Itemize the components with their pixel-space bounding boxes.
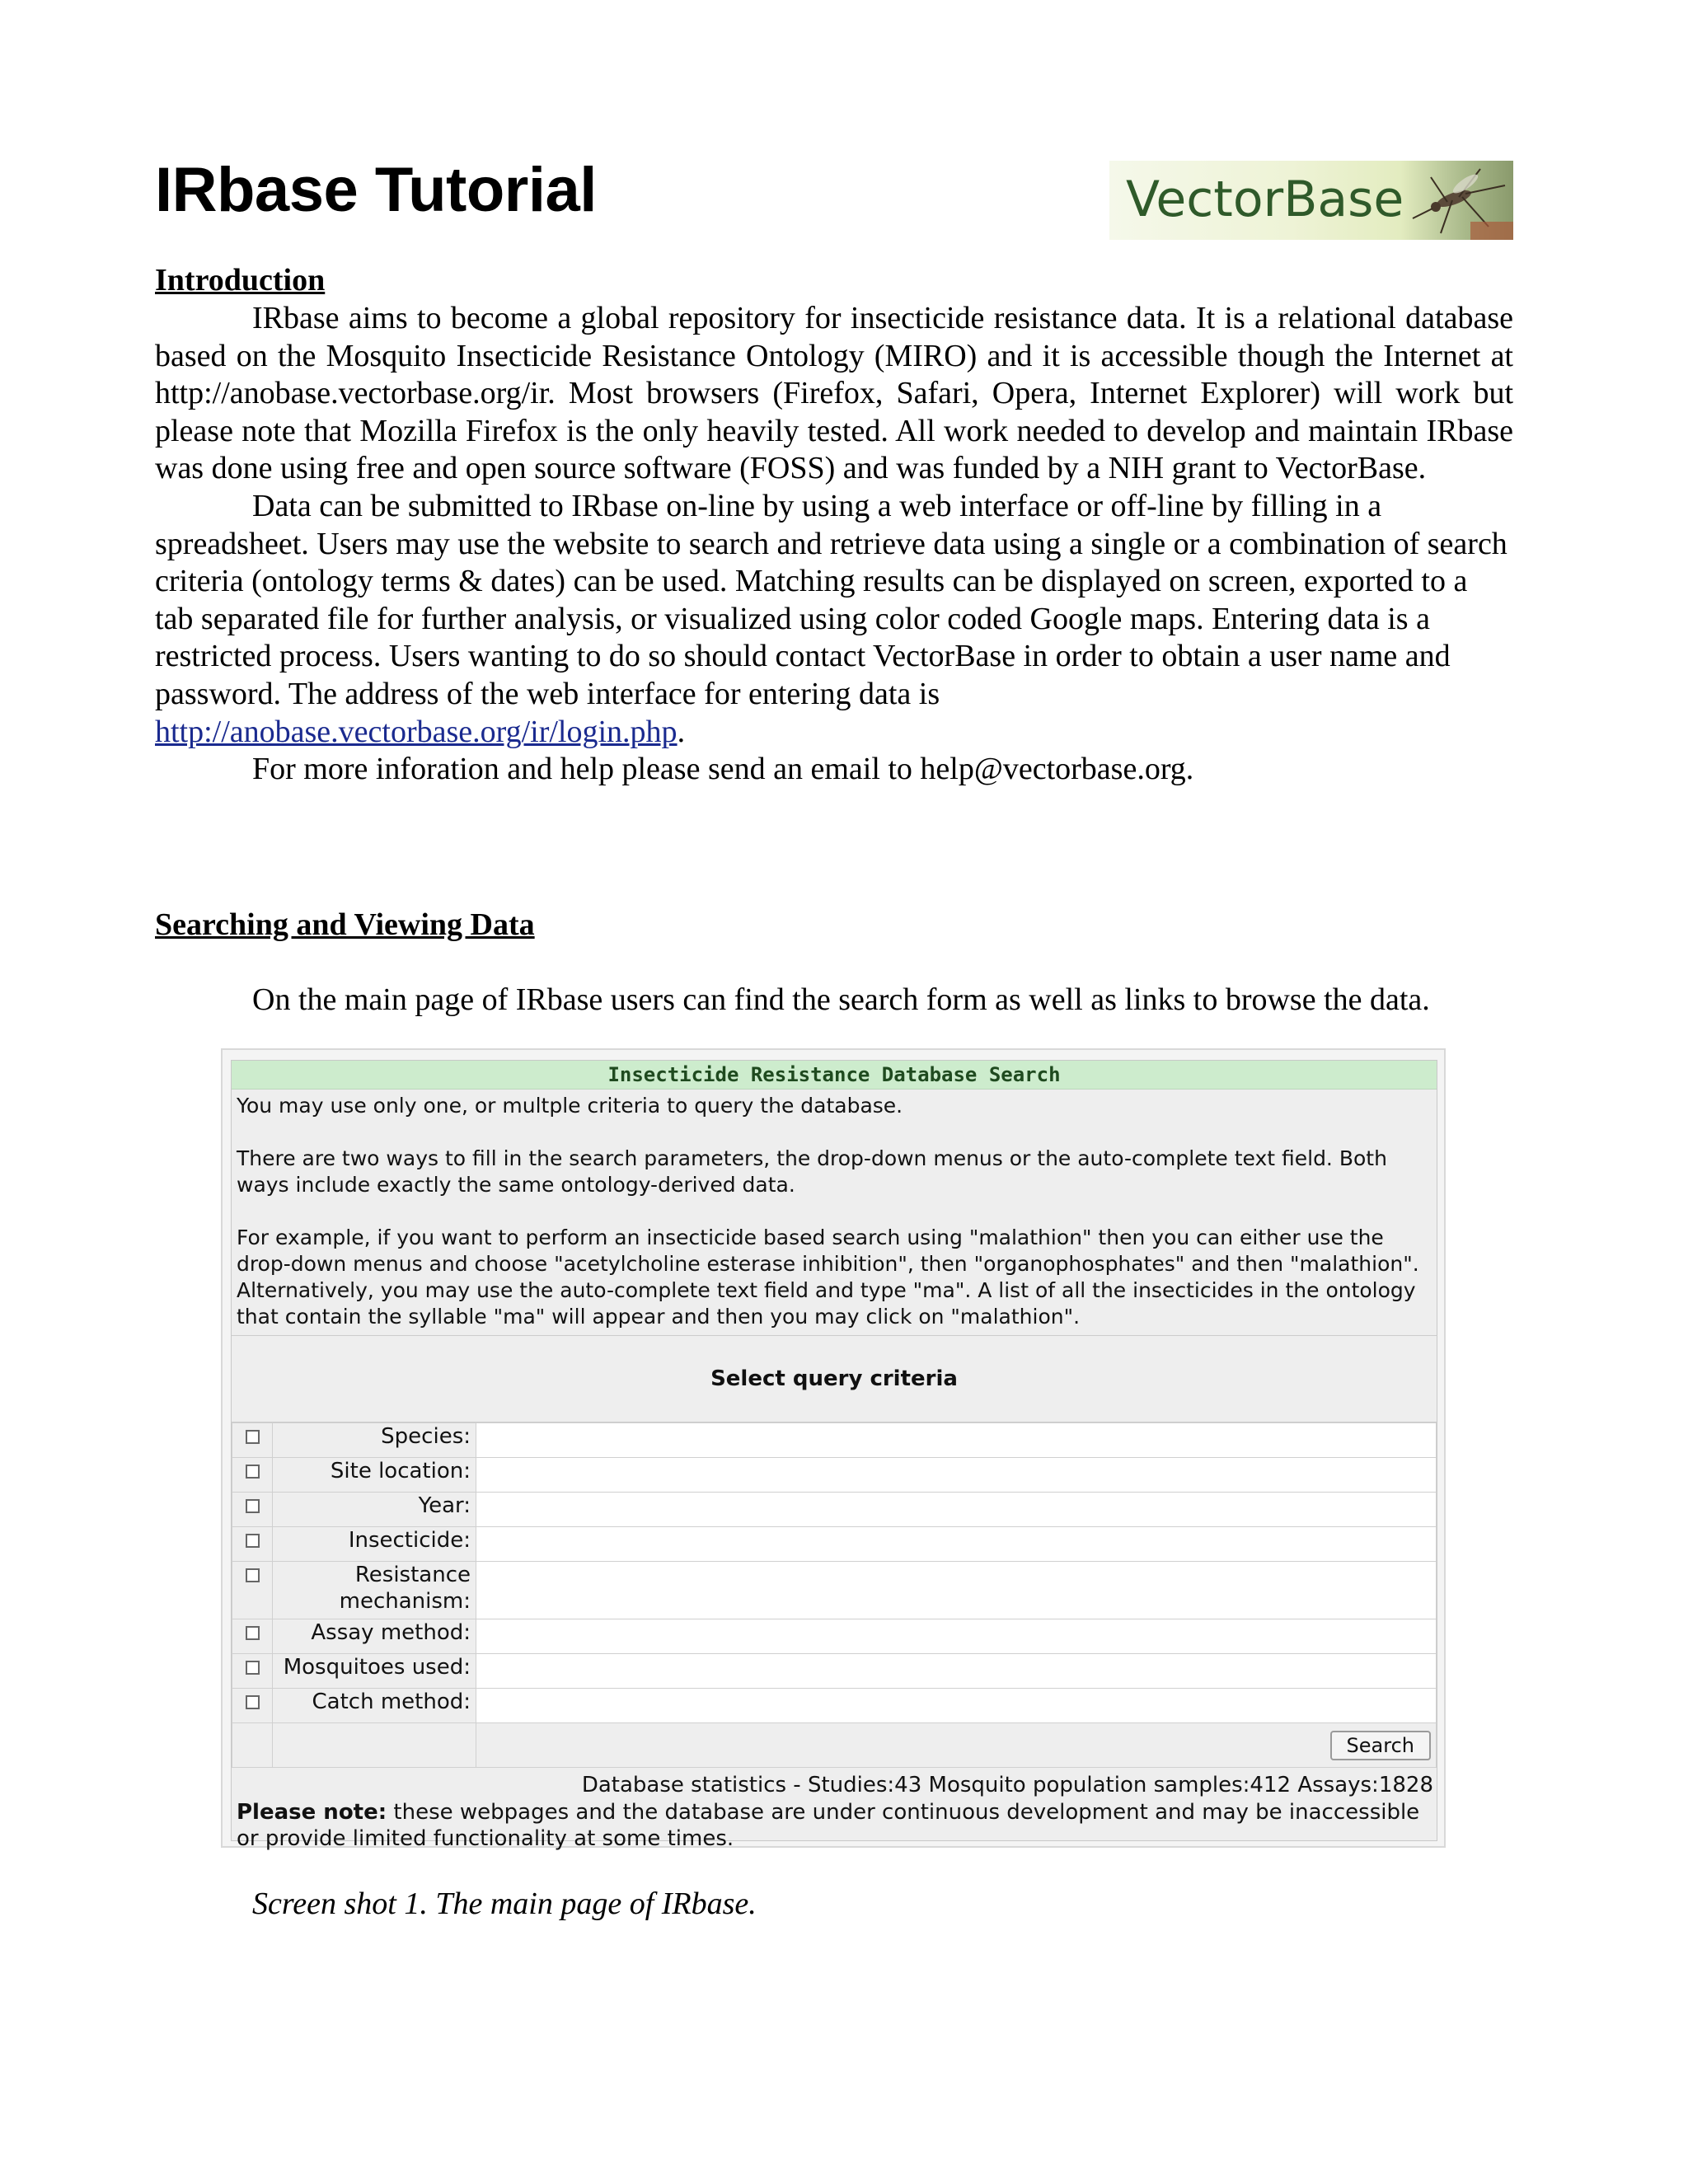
intro-paragraph-1: IRbase aims to become a global repository for insecticide resistance data. It is a relational database based on the Mosquito Insecticide Resistance Ontology (MIRO) and it is accessible though the Internet at http://anobase.vectorbase.org/ir. Most browsers (Firefox, Safari, Opera, Internet Explorer) will work but please note that Mozilla Firefox is the only heavily tested. All work needed to develop and maintain IRbase was done using free and open source software (FOSS) and was funded by a NIH grant to VectorBase. <box>155 301 1513 486</box>
insecticide-field[interactable] <box>476 1527 1437 1562</box>
searching-body <box>155 982 1513 1019</box>
logo-text: VectorBase <box>1126 171 1404 228</box>
assay-method-checkbox[interactable] <box>246 1626 260 1640</box>
database-statistics: Database statistics - Studies:43 Mosquito population samples:412 Assays:1828 <box>581 1773 1433 1797</box>
catch-method-label: Catch method: <box>273 1689 476 1723</box>
insecticide-checkbox[interactable] <box>246 1534 260 1548</box>
criteria-table <box>232 1422 1437 1768</box>
vectorbase-logo <box>1109 161 1513 240</box>
mosquitoes-used-label: Mosquitoes used: <box>273 1654 476 1689</box>
instructions-line-3: For example, if you want to perform an insecticide based search using "malathion" then you can either use the drop-down menus and choose "acetylcholine esterase inhibition", then "organophosphates" and then "malathion". Alternatively, you may use the auto-complete text field and type "ma". A list of all the insecticides in the ontology that contain the syllable "ma" will appear and then you may click on "malathion". <box>237 1226 1419 1329</box>
catch-method-field[interactable] <box>476 1689 1437 1723</box>
development-note <box>232 1799 1437 1852</box>
species-field[interactable] <box>476 1423 1437 1458</box>
resistance-mechanism-label: Resistance mechanism: <box>273 1562 476 1619</box>
criteria-row-submit <box>232 1723 1437 1768</box>
mosquitoes-used-field[interactable] <box>476 1654 1437 1689</box>
insecticide-label: Insecticide: <box>273 1527 476 1562</box>
mosquito-icon <box>1390 161 1513 240</box>
assay-method-label: Assay method: <box>273 1619 476 1654</box>
criteria-row-mosquitoes-used <box>232 1654 1437 1689</box>
resistance-mechanism-checkbox[interactable] <box>246 1568 260 1582</box>
intro-paragraph-3: For more inforation and help please send an email to help@vectorbase.org. <box>252 752 1194 787</box>
login-link[interactable]: http://anobase.vectorbase.org/ir/login.php <box>155 714 678 749</box>
year-checkbox[interactable] <box>246 1499 260 1513</box>
criteria-row-species <box>232 1423 1437 1458</box>
criteria-row-catch-method <box>232 1689 1437 1723</box>
intro-paragraph-2 <box>155 488 1513 751</box>
search-button[interactable]: Search <box>1330 1731 1431 1760</box>
criteria-row-year <box>232 1493 1437 1527</box>
criteria-row-site-location <box>232 1458 1437 1493</box>
searching-heading: Searching and Viewing Data <box>155 907 535 942</box>
species-checkbox[interactable] <box>246 1430 260 1444</box>
page-title: IRbase Tutorial <box>155 155 597 225</box>
mosquitoes-used-checkbox[interactable] <box>246 1661 260 1675</box>
criteria-heading: Select query criteria <box>232 1336 1437 1422</box>
search-form-title: Insecticide Resistance Database Search <box>232 1061 1437 1090</box>
site-location-label: Site location: <box>273 1458 476 1493</box>
note-label: Please note: <box>237 1800 387 1825</box>
year-field[interactable] <box>476 1493 1437 1527</box>
site-location-field[interactable] <box>476 1458 1437 1493</box>
criteria-row-resistance-mechanism <box>232 1562 1437 1619</box>
site-location-checkbox[interactable] <box>246 1465 260 1479</box>
criteria-row-insecticide <box>232 1527 1437 1562</box>
introduction-body <box>155 300 1513 789</box>
criteria-row-assay-method <box>232 1619 1437 1654</box>
introduction-heading: Introduction <box>155 263 326 298</box>
screenshot-main-page <box>221 1048 1446 1851</box>
intro-paragraph-2-text: Data can be submitted to IRbase on-line by using a web interface or off-line by filling in a spreadsheet. Users may use the website to search and retrieve data using a single or a combination of search criteria (ontology terms & dates) can be used. Matching results can be displayed on screen, exported to a tab separated file for further analysis, or visualized using color coded Google maps. Entering data is a restricted process. Users wanting to do so should contact VectorBase in order to obtain a user name and password. The address of the web interface for entering data is <box>155 488 1507 711</box>
searching-paragraph-1: On the main page of IRbase users can find the search form as well as links to browse the data. <box>252 982 1430 1017</box>
search-form-instructions <box>232 1090 1437 1336</box>
resistance-mechanism-field[interactable] <box>476 1562 1437 1619</box>
instructions-line-1: You may use only one, or multple criteria to query the database. <box>237 1094 903 1118</box>
figure-caption: Screen shot 1. The main page of IRbase. <box>252 1886 757 1921</box>
instructions-line-2: There are two ways to fill in the search parameters, the drop-down menus or the auto-complete text field. Both ways include exactly the same ontology-derived data. <box>237 1146 1387 1197</box>
assay-method-field[interactable] <box>476 1619 1437 1654</box>
search-form-panel <box>231 1060 1437 1851</box>
year-label: Year: <box>273 1493 476 1527</box>
species-label: Species: <box>273 1423 476 1458</box>
note-text: these webpages and the database are under continuous development and may be inaccessible or provide limited functionality at some times. <box>237 1800 1420 1851</box>
intro-paragraph-2-end: . <box>677 714 686 749</box>
catch-method-checkbox[interactable] <box>246 1695 260 1709</box>
